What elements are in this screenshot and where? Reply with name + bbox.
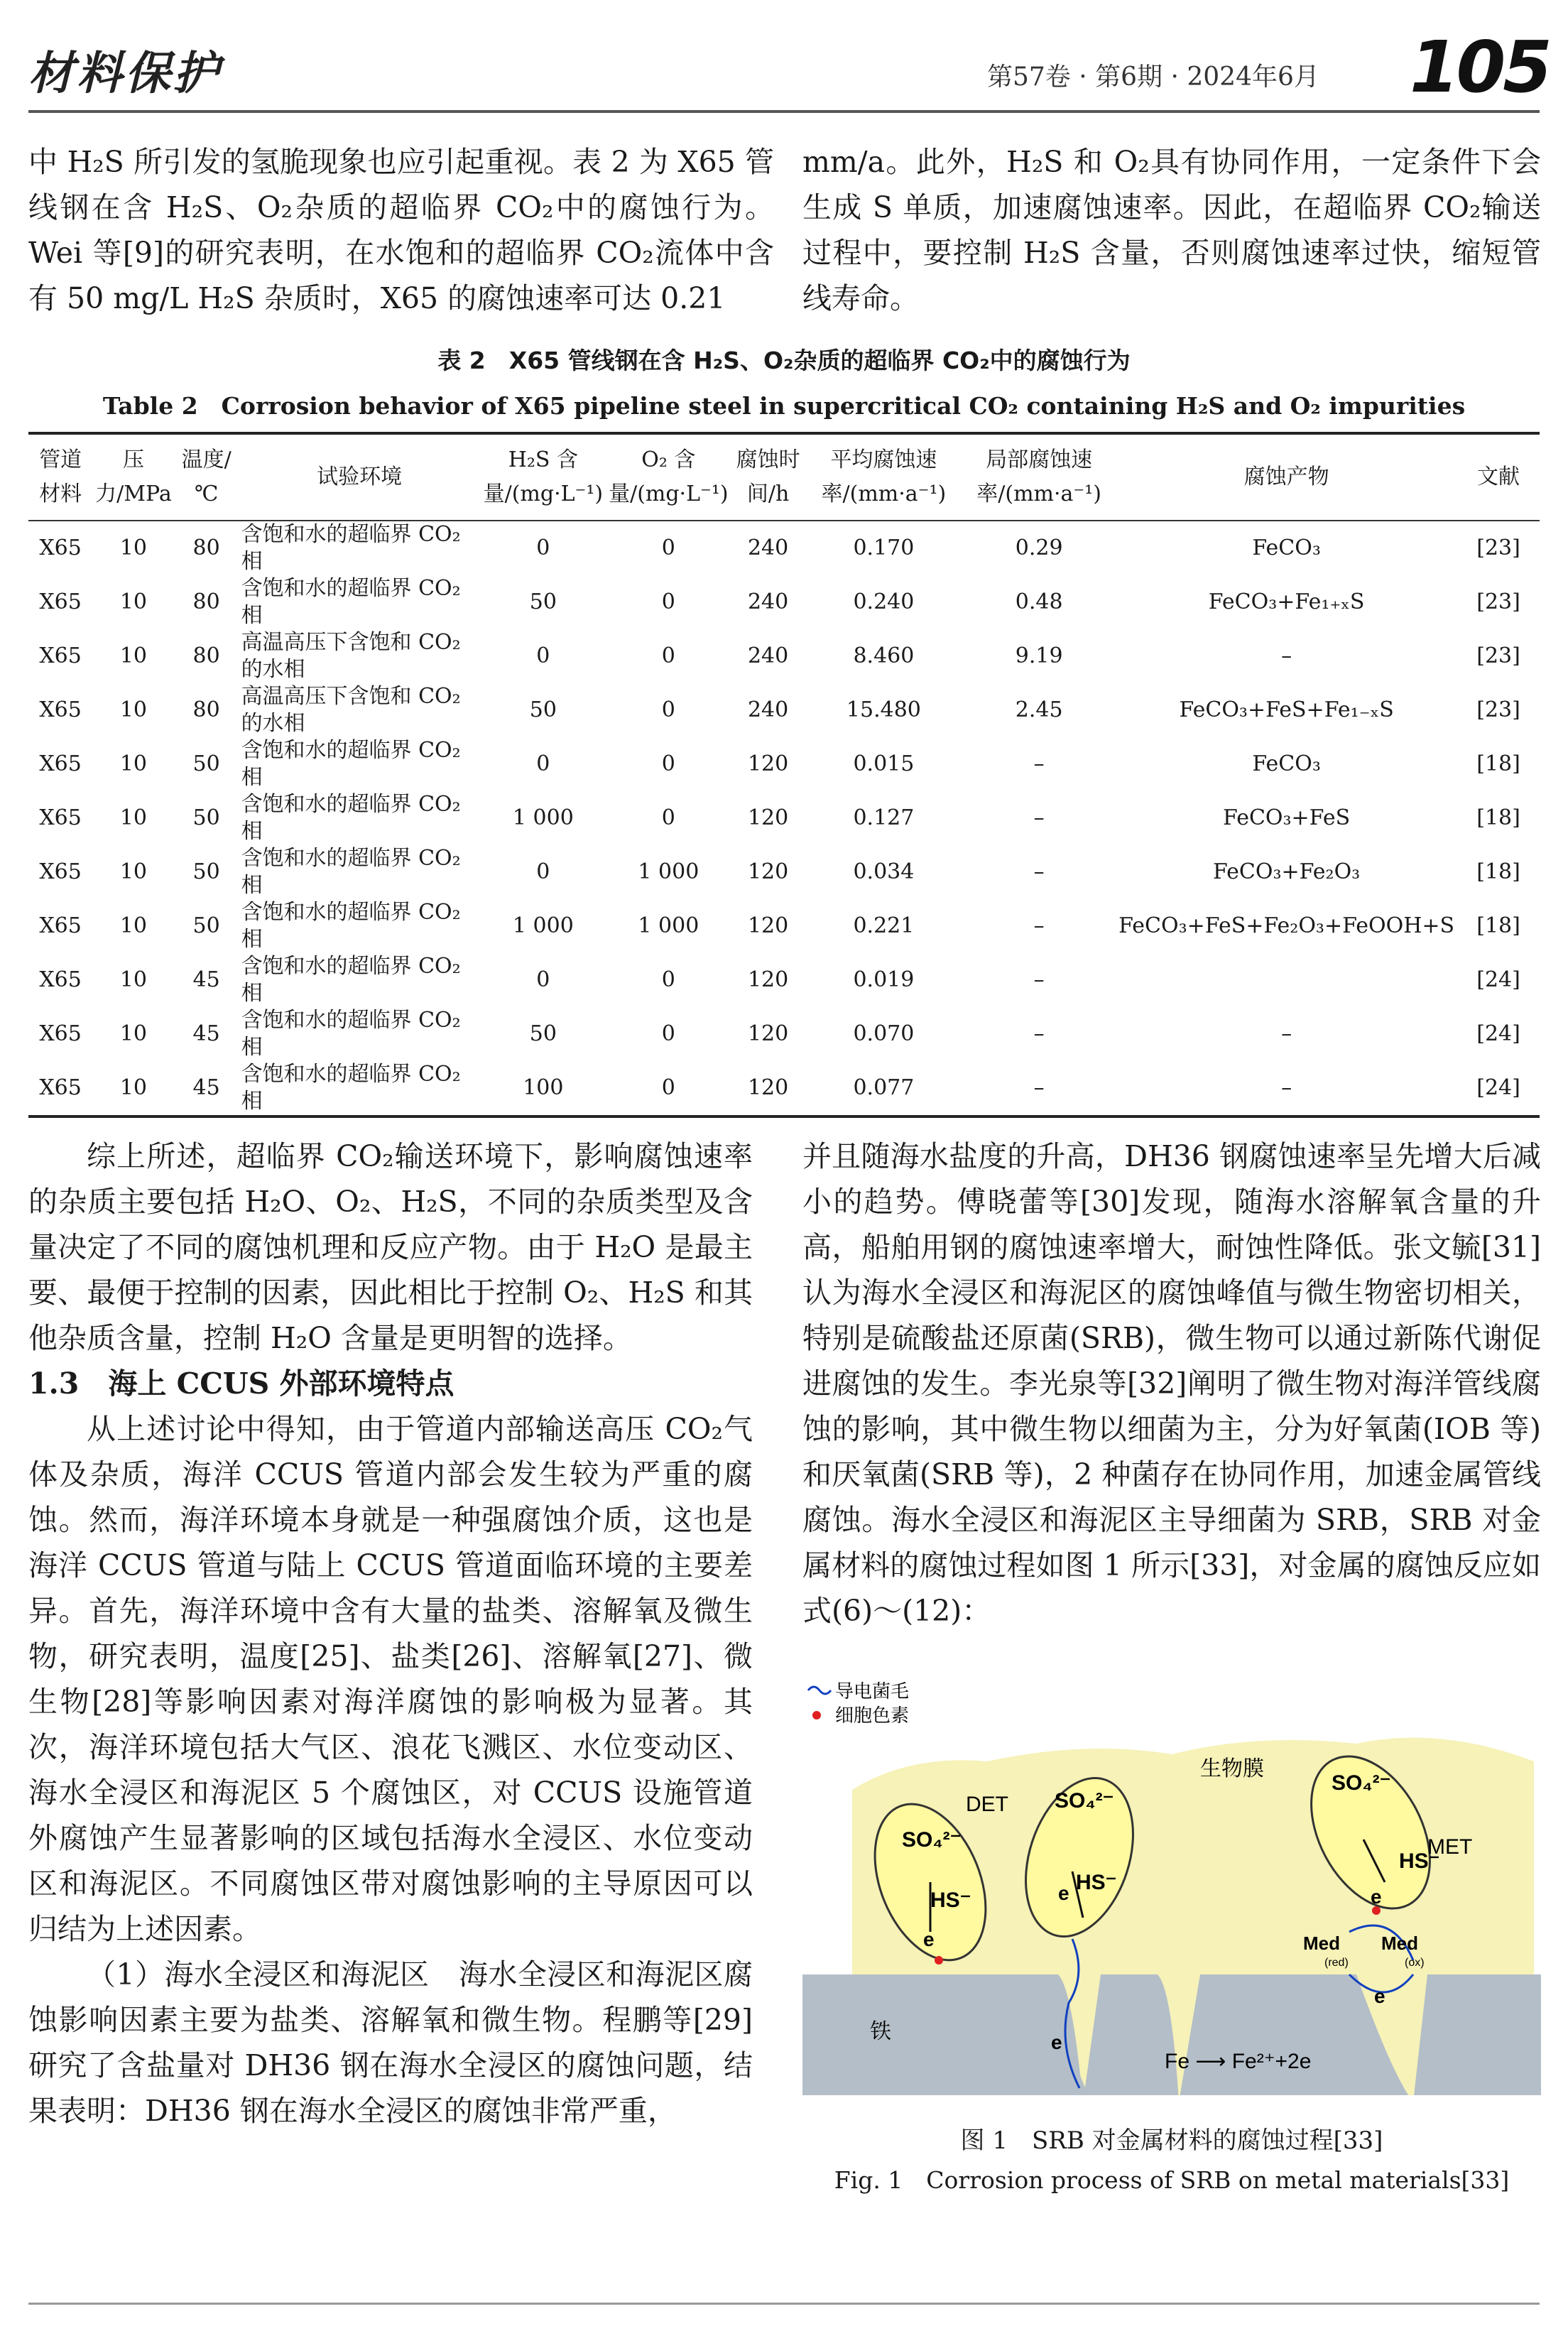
table-cell: – <box>1281 643 1292 668</box>
table-header-cell: O₂ 含量/(mg·L⁻¹) <box>606 433 731 521</box>
table-row <box>28 1007 1540 1061</box>
figure-caption-zh: 图 1 SRB 对金属材料的腐蚀过程[33] <box>960 2126 1383 2155</box>
paragraph-marine: 从上述讨论中得知，由于管道内部输送高压 CO₂气体及杂质，海洋 CCUS 管道内部会发生较为严重的腐蚀。然而，海洋环境本身就是一种强腐蚀介质，这也是海洋 CCUS 管道与陆上 CCUS 管道面临环境的主要差异。首先，海洋环境中含有大量的盐类、溶解氧及微生物，研究表明，温度[25]、盐类[26]、溶解氧[27]、微生物[28]等影响因素对海洋腐蚀的影响极为显著。其次，海洋环境包括大气区、浪花飞溅区、水位变动区、海水全浸区和海泥区 5 个腐蚀区，对 CCUS 设施管道外腐蚀产生显著影响的区域包括海水全浸区、水位变动区和海泥区。不同腐蚀区带对腐蚀影响的主导原因可以归结为上述因素。 <box>28 1412 753 1946</box>
table-cell: 10 <box>119 536 148 560</box>
table-cell: 9.19 <box>1015 643 1063 668</box>
table-cell: – <box>1033 751 1045 776</box>
table-cell: 50 <box>529 697 557 722</box>
table-header-cell: 压力/MPa <box>92 433 175 521</box>
biofilm-label: 生物膜 <box>1200 1756 1264 1781</box>
table-cell: 120 <box>747 859 789 884</box>
table-cell: FeCO₃ <box>1252 751 1321 776</box>
table-cell: X65 <box>39 751 82 776</box>
table-cell: X65 <box>39 643 82 668</box>
table-cell: [24] <box>1476 967 1520 992</box>
table-cell: 0.127 <box>853 805 915 830</box>
table-cell: 10 <box>119 967 148 992</box>
table-cell: 0 <box>536 751 550 776</box>
table-cell: 45 <box>192 967 220 992</box>
legend-cytochrome-label: 细胞色素 <box>835 1705 910 1727</box>
table-cell: 0.170 <box>853 536 915 560</box>
table-cell: 45 <box>192 1021 220 1046</box>
table-cell: 1 000 <box>638 859 699 884</box>
table-cell: 0 <box>536 536 550 560</box>
page-number: 105 <box>1410 26 1550 109</box>
table-header-cell: 腐蚀时间/h <box>731 433 805 521</box>
issue-info: 第57卷 · 第6期 · 2024年6月 <box>987 63 1319 92</box>
right-column <box>802 1134 1541 1634</box>
electron-label-1: e <box>923 1928 935 1950</box>
table-row <box>28 683 1540 737</box>
table-header-cell: 局部腐蚀速率/(mm·a⁻¹) <box>962 433 1116 521</box>
table-cell: – <box>1033 913 1045 938</box>
iron-label: 铁 <box>870 2019 891 2044</box>
mediator-reduced: Med <box>1303 1933 1340 1954</box>
hs-label-3: HS⁻ <box>1399 1849 1440 1873</box>
iron-reaction: Fe ⟶ Fe²⁺+2e <box>1165 2050 1312 2073</box>
header-rule <box>28 110 1540 113</box>
table-cell: – <box>1281 1021 1292 1046</box>
det-label: DET <box>966 1793 1008 1816</box>
table-cell: 含饱和水的超临界 CO₂ 相 <box>241 900 461 952</box>
cytochrome-det <box>935 1956 943 1965</box>
table-cell: [24] <box>1457 1061 1540 1116</box>
table-cell: 10 <box>119 643 148 668</box>
table-cell: 120 <box>747 805 789 830</box>
table-cell: 0.015 <box>853 751 915 776</box>
table-cell: 高温高压下含饱和 CO₂ 的水相 <box>241 684 461 736</box>
table-cell: [18] <box>1476 859 1520 884</box>
mediator-oxidized-sub: (ox) <box>1405 1957 1425 1969</box>
table-cell: 0 <box>661 751 675 776</box>
table-cell: 10 <box>119 1021 148 1046</box>
sulfate-label-3: SO₄²⁻ <box>1332 1771 1391 1795</box>
table-cell: – <box>962 1061 1116 1116</box>
table-cell: 80 <box>192 697 220 722</box>
table-cell: 120 <box>747 967 789 992</box>
table-cell: FeCO₃+FeS+Fe₁₋ₓS <box>1179 697 1394 722</box>
table-cell: 0 <box>661 805 675 830</box>
table-cell: FeCO₃+FeS+Fe₂O₃+FeOOH+S <box>1118 913 1455 938</box>
table-cell: [18] <box>1476 913 1520 938</box>
table-cell: 0 <box>536 967 550 992</box>
table-cell: 240 <box>747 589 789 614</box>
top-right-paragraph: mm/a。此外，H₂S 和 O₂具有协同作用，一定条件下会生成 S 单质，加速腐蚀速率。因此，在超临界 CO₂输送过程中，要控制 H₂S 含量，否则腐蚀速率过快，缩短管线寿命。 <box>802 145 1541 315</box>
iron-substrate-left <box>802 1974 1094 2095</box>
table-cell: – <box>1033 805 1045 830</box>
table-cell: 0 <box>661 589 675 614</box>
table-cell: X65 <box>39 859 82 884</box>
table-cell: 10 <box>92 1061 175 1116</box>
table-cell: 含饱和水的超临界 CO₂ 相 <box>241 954 461 1006</box>
table-cell: FeCO₃+Fe₂O₃ <box>1212 859 1361 884</box>
table-header-cell: 平均腐蚀速率/(mm·a⁻¹) <box>805 433 963 521</box>
table-cell: 0.240 <box>853 589 915 614</box>
table-cell: 含饱和水的超临界 CO₂ 相 <box>241 846 461 898</box>
table-cell: 120 <box>747 913 789 938</box>
electron-label-2: e <box>1058 1882 1069 1904</box>
table-cell: 0.034 <box>853 859 915 884</box>
table-cell: 120 <box>747 1021 789 1046</box>
table-cell: X65 <box>39 697 82 722</box>
table-cell: 1 000 <box>512 805 574 830</box>
table-cell: X65 <box>39 913 82 938</box>
paragraph-immersion: （1）海水全浸区和海泥区 海水全浸区和海泥区腐蚀影响因素主要为盐类、溶解氧和微生物。程鹏等[29]研究了含盐量对 DH36 钢在海水全浸区的腐蚀问题，结果表明：DH36 钢在海水全浸区的腐蚀非常严重， <box>28 1957 753 2128</box>
table-cell: 0.29 <box>1015 536 1063 560</box>
table-cell: [23] <box>1476 697 1520 722</box>
section-heading: 1.3 海上 CCUS 外部环境特点 <box>28 1366 454 1401</box>
table-cell: 含饱和水的超临界 CO₂ 相 <box>241 576 461 628</box>
table-row <box>28 791 1540 845</box>
table-header-cell: 管道材料 <box>28 433 92 521</box>
table-header-cell: 腐蚀产物 <box>1116 433 1457 521</box>
table-cell: 80 <box>192 589 220 614</box>
footer-rule <box>28 2303 1540 2305</box>
table-cell: 10 <box>119 859 148 884</box>
table-cell: 0 <box>536 859 550 884</box>
table-cell: 0.077 <box>805 1061 963 1116</box>
table-header-cell: 文献 <box>1457 433 1540 521</box>
electron-label-3: e <box>1051 2031 1062 2053</box>
table-cell: 0 <box>661 697 675 722</box>
paragraph-srb: 并且随海水盐度的升高，DH36 钢腐蚀速率呈先增大后减小的趋势。傅晓蕾等[30]发现，随海水溶解氧含量的升高，船舶用钢的腐蚀速率增大，耐蚀性降低。张文毓[31]认为海水全浸区和海泥区的腐蚀峰值与微生物密切相关，特别是硫酸盐还原菌(SRB)，微生物可以通过新陈代谢促进腐蚀的发生。李光泉等[32]阐明了微生物对海洋管线腐蚀的影响，其中微生物以细菌为主，分为好氧菌(IOB 等)和厌氧菌(SRB 等)，2 种菌存在协同作用，加速金属管线腐蚀。海水全浸区和海泥区主导细菌为 SRB，SRB 对金属材料的腐蚀过程如图 1 所示[33]，对金属的腐蚀反应如式(6)～(12)： <box>802 1139 1541 1628</box>
table-cell: [18] <box>1476 751 1520 776</box>
table-cell: 45 <box>175 1061 239 1116</box>
table-cell: 0 <box>661 643 675 668</box>
srb-corrosion-figure <box>802 1676 1541 2095</box>
table-cell: 含饱和水的超临界 CO₂ 相 <box>241 522 461 574</box>
table-row <box>28 1061 1540 1116</box>
mediator-oxidized: Med <box>1381 1933 1418 1954</box>
table-cell: X65 <box>39 589 82 614</box>
table-cell <box>1116 953 1457 1007</box>
table-cell: 15.480 <box>846 697 921 722</box>
table-cell: 含饱和水的超临界 CO₂ 相 <box>241 1008 461 1060</box>
table-row <box>28 737 1540 791</box>
legend-pili-label: 导电菌毛 <box>835 1681 910 1702</box>
table-cell: 0.070 <box>853 1021 915 1046</box>
table-cell: X65 <box>39 536 82 560</box>
table-cell: 0 <box>661 536 675 560</box>
table-cell: X65 <box>39 1021 82 1046</box>
top-left-paragraph: 中 H₂S 所引发的氢脆现象也应引起重视。表 2 为 X65 管线钢在含 H₂S、O₂杂质的超临界 CO₂中的腐蚀行为。Wei 等[9]的研究表明，在水饱和的超临界 CO₂流体中含有 50 mg/L H₂S 杂质时，X65 的腐蚀速率可达 0.21 <box>28 145 774 315</box>
table-row <box>28 521 1540 575</box>
electron-label-5: e <box>1374 1985 1385 2007</box>
table-cell: 50 <box>529 589 557 614</box>
table-cell: 含饱和水的超临界 CO₂ 相 <box>239 1061 481 1116</box>
table-cell: FeCO₃+FeS <box>1223 805 1351 830</box>
table-cell: 50 <box>192 913 220 938</box>
table-cell: X65 <box>39 967 82 992</box>
table-row <box>28 953 1540 1007</box>
table-header-cell: 试验环境 <box>239 433 481 521</box>
table-cell: 10 <box>119 751 148 776</box>
electron-label-4: e <box>1371 1886 1382 1908</box>
table-cell: 含饱和水的超临界 CO₂ 相 <box>241 738 461 790</box>
corrosion-table <box>28 432 1540 1118</box>
table-row <box>28 575 1540 629</box>
table-cell: – <box>1116 1061 1457 1116</box>
table-cell: – <box>1033 859 1045 884</box>
table-cell: 0 <box>606 1061 731 1116</box>
table-cell: 0 <box>536 643 550 668</box>
table-cell: 240 <box>747 643 789 668</box>
table-body <box>28 521 1540 1116</box>
table-cell: 0.48 <box>1015 589 1063 614</box>
table-cell: [18] <box>1476 805 1520 830</box>
table-cell: – <box>1033 1021 1045 1046</box>
mediator-reduced-sub: (red) <box>1324 1957 1349 1969</box>
table-cell: 0.221 <box>853 913 915 938</box>
table-cell: 高温高压下含饱和 CO₂ 的水相 <box>241 630 461 682</box>
sulfate-label-2: SO₄²⁻ <box>1055 1789 1114 1813</box>
table-cell: [24] <box>1476 1021 1520 1046</box>
table-cell: 1 000 <box>512 913 574 938</box>
table-cell: 50 <box>529 1021 557 1046</box>
table-cell: 10 <box>119 805 148 830</box>
cytochrome-legend-dot <box>812 1711 821 1719</box>
table-cell: 0 <box>661 967 675 992</box>
table-cell: 含饱和水的超临界 CO₂ 相 <box>241 792 461 844</box>
table-cell: 50 <box>192 859 220 884</box>
table-cell: 50 <box>192 805 220 830</box>
table-cell: 50 <box>192 751 220 776</box>
table-cell: 80 <box>192 536 220 560</box>
table-cell: [23] <box>1476 536 1520 560</box>
hs-label-1: HS⁻ <box>930 1889 971 1912</box>
table-cell: 0.019 <box>853 967 915 992</box>
table-row <box>28 899 1540 953</box>
table-cell: 240 <box>747 697 789 722</box>
table-cell: X65 <box>39 805 82 830</box>
table-header-cell: 温度/℃ <box>175 433 239 521</box>
table-cell: 80 <box>192 643 220 668</box>
sulfate-label-1: SO₄²⁻ <box>902 1828 962 1852</box>
met-label: MET <box>1427 1835 1473 1859</box>
table-cell: FeCO₃ <box>1252 536 1321 560</box>
journal-logo: 材料保护 <box>28 47 222 100</box>
table-caption-en: Table 2 Corrosion behavior of X65 pipeline steel in supercritical CO₂ containing H₂S and O₂ impurities <box>102 392 1466 420</box>
figure-caption-en: Fig. 1 Corrosion process of SRB on metal materials[33] <box>834 2166 1510 2194</box>
table-cell: 8.460 <box>853 643 915 668</box>
table-cell: 240 <box>747 536 789 560</box>
table-cell: 2.45 <box>1015 697 1063 722</box>
table-header-cell: H₂S 含量/(mg·L⁻¹) <box>481 433 606 521</box>
table-cell: [23] <box>1476 643 1520 668</box>
table-cell: X65 <box>28 1061 92 1116</box>
table-cell: 120 <box>731 1061 805 1116</box>
table-cell: FeCO₃+Fe₁₊ₓS <box>1208 589 1365 614</box>
table-cell: 10 <box>119 589 148 614</box>
table-cell: 10 <box>119 697 148 722</box>
table-cell: 10 <box>119 913 148 938</box>
table-cell: 0 <box>661 1021 675 1046</box>
table-row <box>28 629 1540 683</box>
hs-label-2: HS⁻ <box>1076 1871 1117 1894</box>
table-cell: 1 000 <box>638 913 699 938</box>
paragraph-summary: 综上所述，超临界 CO₂输送环境下，影响腐蚀速率的杂质主要包括 H₂O、O₂、H₂S，不同的杂质类型及含量决定了不同的腐蚀机理和反应产物。由于 H₂O 是最主要、最便于控制的因素，因此相比于控制 O₂、H₂S 和其他杂质含量，控制 H₂O 含量是更明智的选择。 <box>28 1139 753 1355</box>
table-cell: 100 <box>481 1061 606 1116</box>
table-caption-zh: 表 2 X65 管线钢在含 H₂S、O₂杂质的超临界 CO₂中的腐蚀行为 <box>437 347 1131 374</box>
table-cell: 120 <box>747 751 789 776</box>
table-row <box>28 845 1540 899</box>
left-column <box>28 1134 753 2134</box>
table-cell: [23] <box>1476 589 1520 614</box>
table-cell: – <box>1033 967 1045 992</box>
table-header-row <box>28 433 1540 521</box>
